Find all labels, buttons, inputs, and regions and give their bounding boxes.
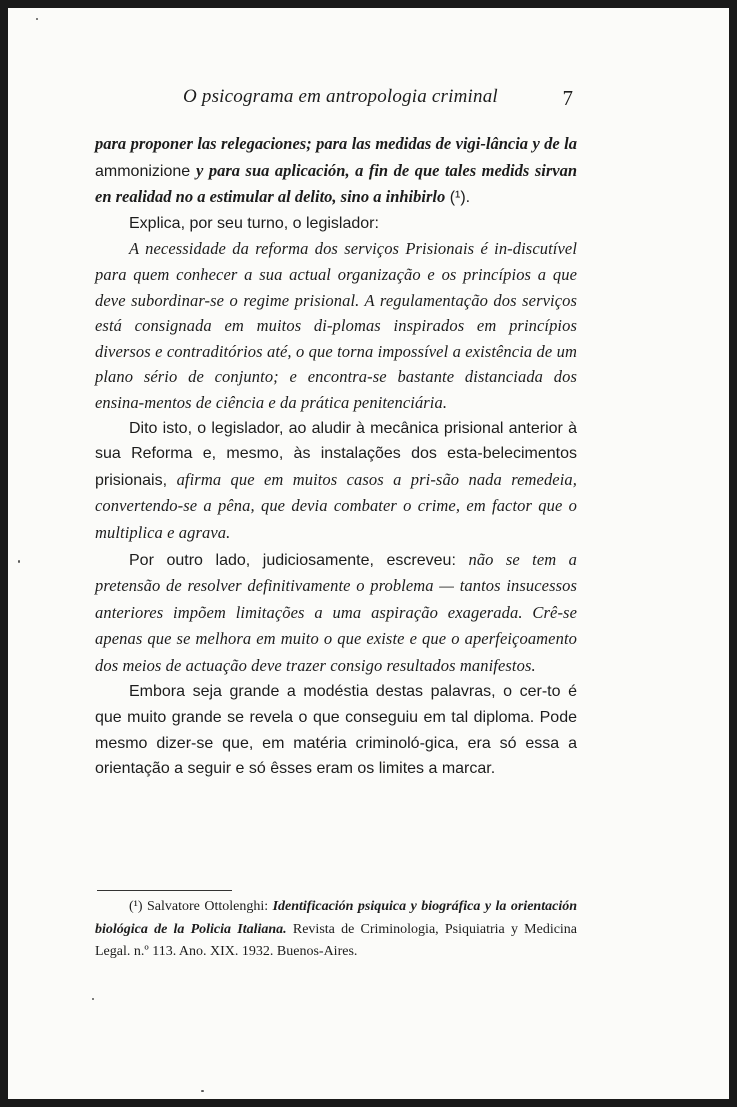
ink-speck xyxy=(36,18,38,20)
footnote-author: Salvatore Ottolenghi: xyxy=(147,899,269,914)
footnote-marker: (¹) xyxy=(129,899,143,914)
body-text xyxy=(95,131,577,782)
running-title: O psicograma em antropologia criminal xyxy=(183,86,498,107)
paragraph-1-italian-term: ammonizione xyxy=(95,162,191,180)
scanned-page xyxy=(8,8,729,1099)
paragraph-2: Explica, por seu turno, o legislador: xyxy=(129,214,379,232)
ink-speck xyxy=(92,998,94,1000)
footnote-reference: (¹). xyxy=(449,189,471,207)
paragraph-1-italic-a: para proponer las relegaciones; para las medidas de vigi-lância y de la xyxy=(95,134,577,153)
paragraph-5 xyxy=(95,547,577,680)
paragraph-1 xyxy=(95,131,577,211)
paragraph-4-roman: Dito isto, o legislador, ao aludir à mecânica prisional anterior à sua Reforma e, mesmo, às instalações dos esta-belecimentos prisionais, xyxy=(95,419,577,489)
paragraph-5-roman: Por outro lado, judiciosamente, escreveu: xyxy=(129,551,456,569)
footnote-title: Identificación psiquica y biográfica y la orientación biológica de la Policia Italiana. xyxy=(95,899,577,937)
paragraph-3-quote: A necessidade da reforma dos serviços Prisionais é in-discutível para quem conhecer a sua actual organização e os princípios a que deve subordinar-se o regime prisional. A regulamentação dos serviços está consignada em muitos di-plomas inspirados em princípios diversos e contraditórios até, o que torna impossível a existência de um plano sério de conjunto; e encontra-se bastante distanciada dos ensina-mentos de ciência e da prática penitenciária. xyxy=(95,239,577,412)
footnote-citation: Revista de Criminologia, Psiquiatria y Medicina Legal. n.º 113. Ano. XIX. 1932. Buenos-Aires. xyxy=(95,921,578,959)
running-head xyxy=(95,86,577,114)
paragraph-5-italic: não se tem a pretensão de resolver definitivamente o problema — tantos insucessos anteriores impõem limitações a uma aspiração exagerada. Crê-se apenas que se melhora em muito o que existe e que o aperfeiçoamento dos meios de actuação deve trazer consigo resultados manifestos. xyxy=(95,549,577,675)
paragraph-6: Embora seja grande a modéstia destas palavras, o cer-to é que muito grande se revela o que conseguiu em tal diploma. Pode mesmo dizer-se que, em matéria criminoló-gica, era só essa a orientação a seguir e só êsses eram os limites a marcar. xyxy=(95,683,577,778)
ink-speck xyxy=(201,1090,204,1092)
footnote-rule xyxy=(97,890,232,891)
paragraph-4-italic: afirma que em muitos casos a pri-são nada remedeia, convertendo-se a pêna, que devia combater o crime, em factor que o multiplica e agrava. xyxy=(95,469,577,542)
paragraph-4 xyxy=(95,416,577,547)
paragraph-1-italic-c: y para sua aplicación, a fin de que tales medids sirvan en realidad no a estimular al delito, sino a inhibirlo xyxy=(95,160,578,207)
page-number: 7 xyxy=(562,86,573,110)
ink-speck xyxy=(18,560,20,563)
footnote xyxy=(95,896,577,964)
